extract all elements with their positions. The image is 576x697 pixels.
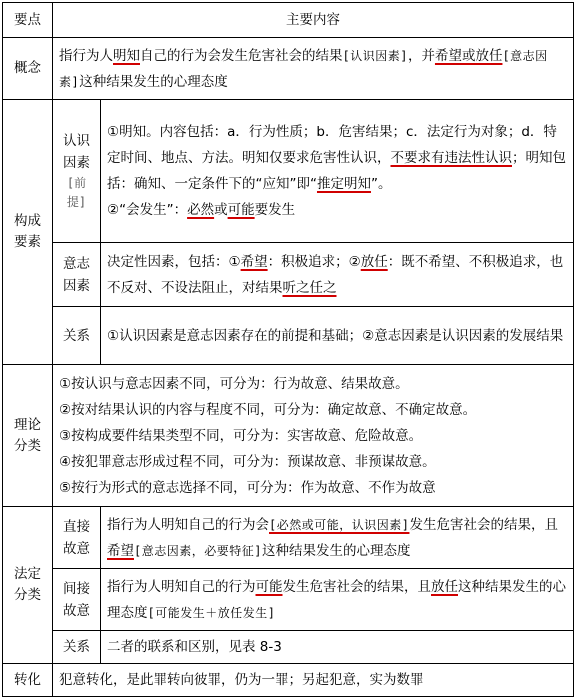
- theory-item: ④按犯罪意志形成过程不同，可分为：预谋故意、非预谋故意。: [59, 453, 436, 470]
- theory-item: ②按对结果认识的内容与程度不同，可分为：确定故意、不确定故意。: [59, 401, 477, 418]
- header-main-content: 主要内容: [53, 3, 574, 38]
- cognitive-point-1: [107, 119, 567, 197]
- direct-intent-row: [3, 507, 574, 569]
- transform-label: 转化: [3, 664, 53, 697]
- cognitive-label-text: 认识因素: [63, 132, 90, 171]
- indirect-text-a: 指行为人明知自己的行为: [107, 578, 256, 595]
- indirect-note: [可能发生＋放任发生]: [147, 605, 276, 620]
- cognitive-premise-note: [前提]: [66, 175, 87, 209]
- theory-item: ③按构成要件结果类型不同，可分为：实害故意、危险故意。: [59, 427, 423, 444]
- composition-label-text: 构成要素: [14, 213, 41, 250]
- volitional-text-a: 决定性因素，包括：①: [107, 253, 241, 270]
- concept-row: [3, 38, 574, 100]
- cognitive-p1-text-c: ”。: [370, 176, 392, 192]
- theory-item: ①按认识与意志因素不同，可分为：行为故意、结果故意。: [59, 375, 409, 392]
- concept-note-cognitive: [认识因素]: [342, 48, 408, 63]
- header-row: [3, 3, 574, 38]
- indirect-intent-label: [53, 569, 101, 631]
- direct-text-c: 这种结果发生的心理态度: [261, 542, 411, 559]
- relation-label: 关系: [53, 307, 101, 365]
- cognitive-underline-no-illegality: 不要求有违法性认识: [390, 150, 512, 166]
- concept-underline-knowing: 明知: [113, 47, 140, 64]
- concept-text-2: 自己的行为会发生危害社会的结果: [140, 47, 343, 64]
- composition-label: [3, 100, 53, 365]
- indirect-underline-possible: 可能: [255, 578, 283, 595]
- legal-relation-label: 关系: [53, 631, 101, 664]
- cognitive-p1-text-a: ①明知。内容包括：a．行为性质；b．危害结果；c．法定行为对象；d．特定时间、地点、方法。明知仅要求危害性认识，: [107, 124, 557, 166]
- legal-relation-content: 二者的联系和区别，见表 8-3: [101, 631, 574, 664]
- cognitive-content: [101, 100, 574, 243]
- cognitive-p2-text-c: 要发生: [254, 202, 296, 218]
- direct-intent-content: [101, 507, 574, 569]
- volitional-row: [3, 243, 574, 307]
- cognitive-row: [3, 100, 574, 243]
- cognitive-underline-possible: 可能: [227, 202, 255, 218]
- theory-row: [3, 365, 574, 507]
- direct-note-volitional: [意志因素，必要特征]: [134, 543, 262, 558]
- direct-intent-label-text: 直接故意: [63, 518, 90, 557]
- direct-intent-label: [53, 507, 101, 569]
- legal-label-text: 法定分类: [14, 566, 41, 603]
- theory-content: [53, 365, 574, 507]
- concept-text-4: 这种结果发生的心理态度: [79, 73, 228, 90]
- legal-label: [3, 507, 53, 664]
- indirect-text-b: 发生危害社会的结果，且: [282, 578, 431, 595]
- cognitive-p1-text-b: ；明知包括：确知、一定条件下的“应知”即“: [107, 150, 566, 192]
- direct-underline-hope: 希望: [107, 542, 134, 559]
- volitional-content: [101, 243, 574, 307]
- theory-label: [3, 365, 53, 507]
- relation-row: [3, 307, 574, 365]
- header-key-points: 要点: [3, 3, 53, 38]
- cognitive-p2-text-b: 或: [214, 202, 228, 218]
- direct-note-cognitive: [必然或可能，认识因素]: [269, 517, 410, 532]
- indirect-text-c: 这种结果发生的心理态度: [107, 578, 566, 621]
- volitional-text-b: ：积极追求；②: [267, 253, 361, 270]
- concept-underline-hope: 希望或放任: [434, 47, 503, 64]
- legal-relation-row: [3, 631, 574, 664]
- volitional-underline-let-it-be: 听之任之: [282, 279, 337, 296]
- volitional-text-c: ：既不希望、不积极追求，也不反对、不设法阻止，对结果: [107, 253, 564, 296]
- transform-row: [3, 664, 574, 697]
- theory-label-text: 理论分类: [14, 416, 41, 454]
- theory-item: ⑤按行为形式的意志选择不同，可分为：作为故意、不作为故意: [59, 479, 436, 496]
- indirect-intent-label-text: 间接故意: [63, 580, 90, 619]
- indirect-intent-content: [101, 569, 574, 631]
- direct-text-b: 发生危害社会的结果，且: [409, 516, 558, 533]
- volitional-label: [53, 243, 101, 307]
- criminal-intent-table: [2, 2, 574, 697]
- concept-content: [53, 38, 574, 100]
- concept-note-volitional: [意志因素]: [59, 48, 548, 89]
- relation-content: ①认识因素是意志因素存在的前提和基础；②意志因素是认识因素的发展结果: [101, 307, 574, 365]
- cognitive-underline-presumed: 推定明知: [316, 176, 371, 192]
- cognitive-point-2: [107, 197, 567, 223]
- volitional-underline-hope: 希望: [240, 253, 268, 270]
- cognitive-p2-text-a: ②“会发生”：: [107, 202, 188, 218]
- cognitive-label: [53, 100, 101, 243]
- transform-content: 犯意转化，是此罪转向彼罪，仍为一罪；另起犯意，实为数罪: [53, 664, 574, 697]
- concept-text-3: ，并: [407, 47, 435, 64]
- volitional-label-text: 意志因素: [63, 255, 90, 294]
- direct-text-a: 指行为人明知自己的行为会: [107, 516, 269, 533]
- indirect-underline-indulge: 放任: [431, 578, 458, 595]
- concept-label: 概念: [3, 38, 53, 100]
- indirect-intent-row: [3, 569, 574, 631]
- cognitive-underline-certain: 必然: [187, 202, 215, 218]
- concept-text-1: 指行为人: [59, 47, 113, 64]
- volitional-underline-indulge: 放任: [360, 253, 388, 270]
